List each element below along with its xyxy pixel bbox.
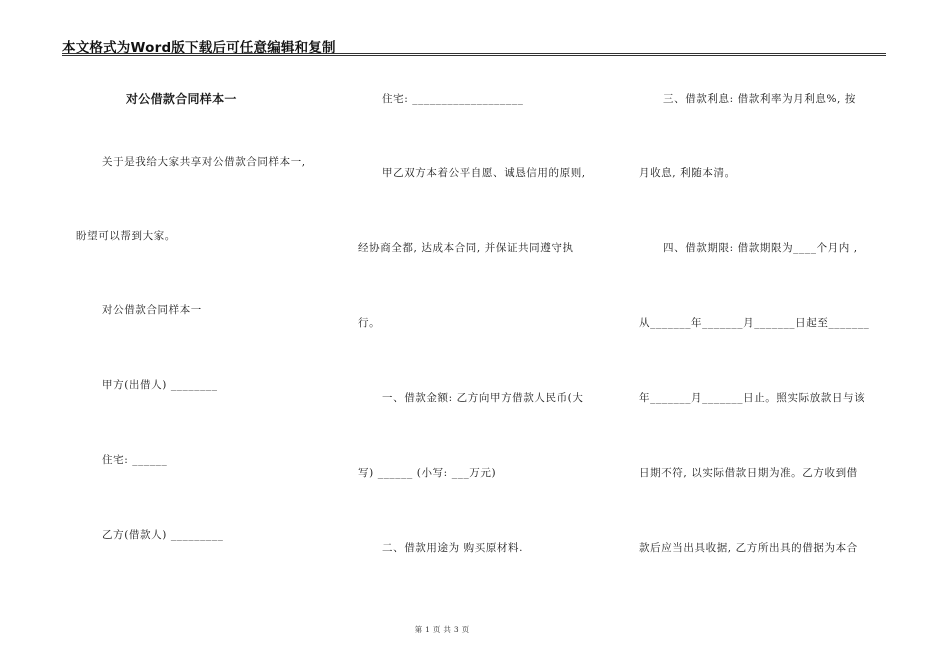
clause-interest-cont: 月收息, 利随本清。 — [639, 167, 736, 179]
clause-loan-amount: 一、借款金额: 乙方向甲方借款人民币(大 — [382, 392, 584, 404]
paragraph-line: 关于是我给大家共享对公借款合同样本一, — [102, 156, 306, 168]
text-column-3 — [638, 0, 888, 672]
borrower-field: 乙方(借款人) _________ — [102, 529, 224, 541]
paragraph-line: 款后应当出具收据, 乙方所出具的借据为本合 — [639, 542, 858, 554]
lender-field: 甲方(出借人) ________ — [102, 379, 218, 391]
paragraph-line: 盼望可以帮到大家。 — [76, 230, 176, 242]
lender-address-field: 住宅: ______ — [102, 454, 168, 466]
paragraph-line: 甲乙双方本着公平自愿、诚恳信用的原则, — [382, 167, 586, 179]
document-header-banner: 本文格式为Word版下载后可任意编辑和复制 — [62, 40, 336, 56]
clause-term: 四、借款期限: 借款期限为____个月内 , — [663, 242, 858, 254]
paragraph-line: 经协商全都, 达成本合同, 并保证共同遵守执 — [358, 242, 574, 254]
clause-term-dates: 从_______年_______月_______日起至_______ — [639, 317, 870, 329]
clause-term-dates-cont: 年_______月_______日止。照实际放款日与该 — [639, 392, 866, 404]
text-column-1 — [72, 0, 342, 672]
borrower-address-field: 住宅: ___________________ — [382, 93, 524, 105]
paragraph-line: 日期不符, 以实际借款日期为准。乙方收到借 — [639, 467, 858, 479]
clause-loan-amount-cont: 写) ______ (小写: ___万元) — [358, 467, 497, 479]
document-title: 对公借款合同样本一 — [126, 92, 237, 106]
paragraph-line: 对公借款合同样本一 — [102, 304, 202, 316]
clause-loan-purpose: 二、借款用途为 购买原材料. — [382, 542, 524, 554]
paragraph-line: 行。 — [358, 317, 381, 329]
clause-interest: 三、借款利息: 借款利率为月利息%, 按 — [663, 93, 857, 105]
text-column-2 — [357, 0, 615, 672]
page-number: 第 1 页 共 3 页 — [414, 625, 470, 634]
